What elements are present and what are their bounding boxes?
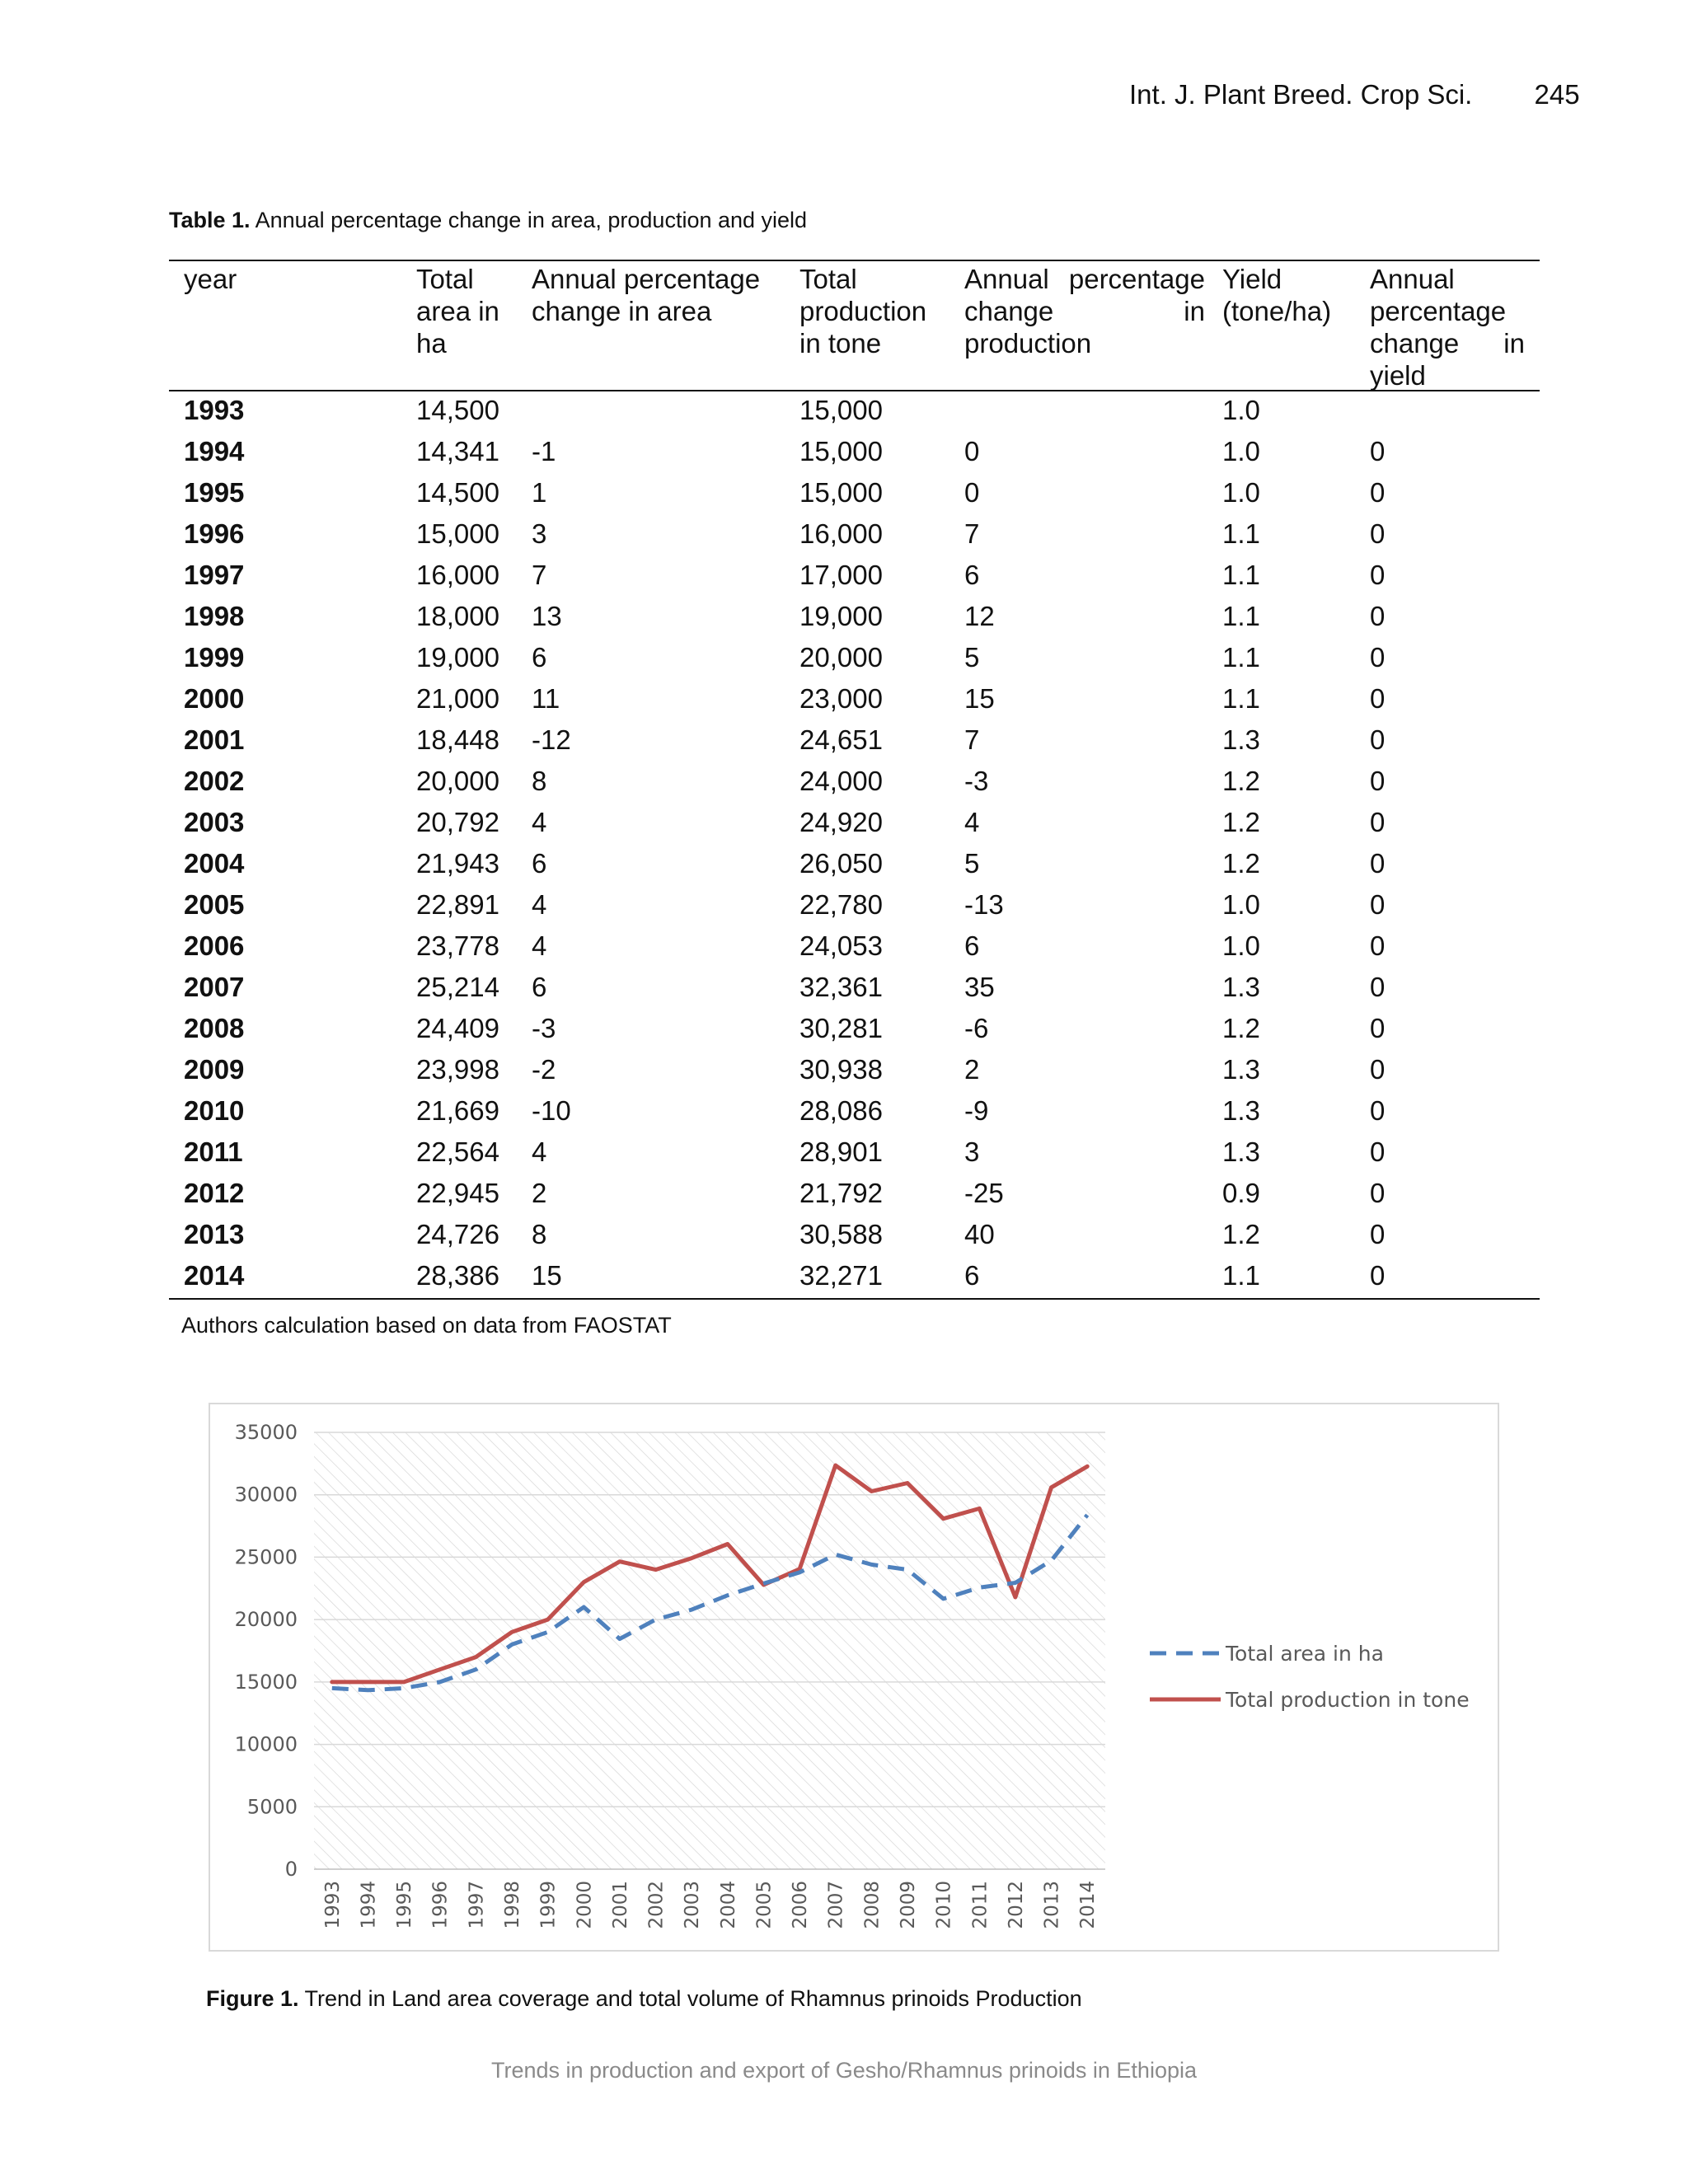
table-cell: 14,500 — [416, 477, 499, 508]
x-tick-label: 2010 — [933, 1881, 955, 1929]
table-cell: 20,792 — [416, 807, 499, 837]
row-year-cell: 1994 — [184, 436, 245, 466]
table-cell: 23,998 — [416, 1054, 499, 1085]
table-cell: 23,000 — [799, 683, 883, 714]
col-header-yield: Yield (tone/ha) — [1222, 264, 1332, 326]
table-cell: 1.2 — [1222, 1013, 1260, 1043]
table-cell: 0 — [1370, 642, 1386, 673]
table-caption — [169, 208, 807, 233]
journal-name: Int. J. Plant Breed. Crop Sci. — [1129, 79, 1473, 110]
row-year-cell: 2013 — [184, 1219, 245, 1249]
y-tick-label: 35000 — [234, 1421, 298, 1444]
table-row — [169, 762, 1540, 804]
table-cell: 1.0 — [1222, 436, 1260, 466]
table-cell: -10 — [532, 1095, 571, 1126]
y-tick-label: 30000 — [234, 1483, 298, 1507]
figure-caption-text: Trend in Land area coverage and total volume of Rhamnus prinoids Production — [304, 1986, 1082, 2011]
x-tick-label: 1994 — [358, 1881, 380, 1929]
table-cell: 6 — [964, 930, 980, 961]
table-cell: 20,000 — [416, 766, 499, 796]
table-cell: 15,000 — [799, 436, 883, 466]
page-number: 245 — [1534, 79, 1580, 110]
table-cell: -6 — [964, 1013, 989, 1043]
table-cell: 26,050 — [799, 848, 883, 879]
table-cell: 0 — [1370, 1260, 1386, 1291]
table-cell: 17,000 — [799, 560, 883, 590]
table-cell: 0 — [1370, 807, 1386, 837]
table-cell: 7 — [532, 560, 547, 590]
table-cell: 11 — [532, 683, 560, 714]
running-head — [1129, 79, 1580, 110]
table-cell: 30,938 — [799, 1054, 883, 1085]
row-year-cell: 2008 — [184, 1013, 245, 1043]
table-cell: 28,901 — [799, 1137, 883, 1167]
table-row — [169, 1010, 1540, 1051]
table-cell: 3 — [964, 1137, 980, 1167]
table-cell: 0 — [964, 477, 980, 508]
row-year-cell: 2000 — [184, 683, 245, 714]
table-cell: 7 — [964, 518, 980, 549]
table-row — [169, 639, 1540, 680]
table-body — [169, 391, 1540, 1298]
table-cell: 6 — [964, 1260, 980, 1291]
table-row — [169, 845, 1540, 886]
col-header-yield-change: Annual percentage change in yield — [1370, 264, 1525, 391]
table-cell: 18,000 — [416, 601, 499, 631]
table-cell: 21,792 — [799, 1178, 883, 1208]
table-cell: 24,920 — [799, 807, 883, 837]
table-cell: 35 — [964, 972, 995, 1002]
x-tick-label: 2004 — [717, 1881, 739, 1929]
y-tick-label: 5000 — [246, 1795, 298, 1819]
col-header-area: Total area in ha — [416, 264, 499, 359]
table-cell: 1.3 — [1222, 1137, 1260, 1167]
table-cell: 24,726 — [416, 1219, 499, 1249]
table-cell: 28,386 — [416, 1260, 499, 1291]
source-note: Authors calculation based on data from FAOSTAT — [181, 1313, 672, 1338]
table-cell: 25,214 — [416, 972, 499, 1002]
table-cell: 0 — [1370, 1178, 1386, 1208]
table-cell: 24,000 — [799, 766, 883, 796]
row-year-cell: 1999 — [184, 642, 245, 673]
row-year-cell: 2011 — [184, 1137, 243, 1167]
x-tick-label: 2006 — [790, 1881, 812, 1929]
table-row — [169, 968, 1540, 1010]
table-row — [169, 1092, 1540, 1133]
row-year-cell: 2003 — [184, 807, 245, 837]
table-cell: 1.3 — [1222, 1095, 1260, 1126]
table-header — [169, 261, 1540, 391]
table-cell: 0 — [1370, 930, 1386, 961]
table-cell: 0 — [964, 436, 980, 466]
table-cell: 13 — [532, 601, 562, 631]
row-year-cell: 2004 — [184, 848, 245, 879]
legend — [1150, 1642, 1470, 1712]
table-cell: 22,945 — [416, 1178, 499, 1208]
table-cell: 1.2 — [1222, 848, 1260, 879]
table-cell: -9 — [964, 1095, 989, 1126]
row-year-cell: 2001 — [184, 724, 245, 755]
table-cell: 40 — [964, 1219, 995, 1249]
table-cell: 15 — [532, 1260, 562, 1291]
table-cell: 1.1 — [1222, 601, 1260, 631]
table-cell: 24,651 — [799, 724, 883, 755]
table-cell: 1.3 — [1222, 972, 1260, 1002]
table-row — [169, 433, 1540, 474]
x-tick-label: 2002 — [645, 1881, 668, 1929]
table-row — [169, 1051, 1540, 1092]
table-cell: 21,669 — [416, 1095, 499, 1126]
table-row — [169, 1257, 1540, 1298]
table-row — [169, 886, 1540, 927]
table-cell: 20,000 — [799, 642, 883, 673]
table-cell: -2 — [532, 1054, 556, 1085]
table-cell: 0 — [1370, 477, 1386, 508]
plot-area — [314, 1432, 1105, 1869]
table-cell: 2 — [964, 1054, 980, 1085]
table-cell: 0 — [1370, 436, 1386, 466]
table-cell: 12 — [964, 601, 995, 631]
table-row — [169, 721, 1540, 762]
table-cell: 6 — [532, 972, 547, 1002]
table-cell: 22,780 — [799, 889, 883, 920]
table-cell: 0 — [1370, 1013, 1386, 1043]
table-row — [169, 598, 1540, 639]
table-cell: 3 — [532, 518, 547, 549]
table-cell: 7 — [964, 724, 980, 755]
row-year-cell: 2010 — [184, 1095, 245, 1126]
y-tick-label: 10000 — [234, 1732, 298, 1756]
row-year-cell: 2002 — [184, 766, 245, 796]
table-row — [169, 1174, 1540, 1216]
table-row — [169, 474, 1540, 515]
table-cell: 0 — [1370, 560, 1386, 590]
table-cell: 0 — [1370, 1054, 1386, 1085]
x-tick-label: 2005 — [753, 1881, 776, 1929]
table-cell: 22,891 — [416, 889, 499, 920]
table-cell: 0 — [1370, 848, 1386, 879]
table-cell: 24,053 — [799, 930, 883, 961]
table-cell: 32,271 — [799, 1260, 883, 1291]
table-row — [169, 1133, 1540, 1174]
table-cell: 1 — [532, 477, 547, 508]
x-tick-label: 2014 — [1077, 1881, 1100, 1929]
table-cell: 18,448 — [416, 724, 499, 755]
y-tick-label: 20000 — [234, 1608, 298, 1632]
row-year-cell: 2006 — [184, 930, 245, 961]
table-row — [169, 391, 1540, 433]
legend-label: Total area in ha — [1226, 1642, 1384, 1666]
table-cell: 1.1 — [1222, 518, 1260, 549]
table-cell: 1.1 — [1222, 1260, 1260, 1291]
chart-svg — [210, 1404, 1498, 1950]
table-cell: 0 — [1370, 1137, 1386, 1167]
table-cell: 14,341 — [416, 436, 499, 466]
table-cell: 19,000 — [799, 601, 883, 631]
table-row — [169, 556, 1540, 598]
table-cell: -25 — [964, 1178, 1004, 1208]
x-tick-label: 2007 — [825, 1881, 847, 1929]
table-cell: 0 — [1370, 1219, 1386, 1249]
table-cell: 14,500 — [416, 395, 499, 425]
table-cell: 1.2 — [1222, 766, 1260, 796]
table-cell: 4 — [532, 930, 547, 961]
table-row — [169, 804, 1540, 845]
table-cell: 0 — [1370, 683, 1386, 714]
x-tick-label: 2000 — [574, 1881, 596, 1929]
x-tick-label: 2001 — [609, 1881, 631, 1929]
table-cell: 15,000 — [416, 518, 499, 549]
table-cell: 32,361 — [799, 972, 883, 1002]
table-cell: 16,000 — [799, 518, 883, 549]
x-tick-label: 1995 — [394, 1881, 416, 1929]
table-cell: 8 — [532, 766, 547, 796]
table-cell: 1.1 — [1222, 560, 1260, 590]
table-row — [169, 927, 1540, 968]
table-cell: 4 — [532, 1137, 547, 1167]
y-tick-label: 15000 — [234, 1670, 298, 1694]
row-year-cell: 1997 — [184, 560, 245, 590]
row-year-cell: 1995 — [184, 477, 245, 508]
table-cell: 6 — [964, 560, 980, 590]
table-cell: 1.0 — [1222, 395, 1260, 425]
table-cell: 1.0 — [1222, 889, 1260, 920]
table-cell: 6 — [532, 848, 547, 879]
table-cell: 19,000 — [416, 642, 499, 673]
x-tick-label: 2011 — [969, 1881, 992, 1929]
table-cell: 23,778 — [416, 930, 499, 961]
row-year-cell: 1996 — [184, 518, 245, 549]
row-year-cell: 1998 — [184, 601, 245, 631]
y-tick-label: 0 — [284, 1858, 298, 1881]
table-cell: 1.3 — [1222, 724, 1260, 755]
table-cell: 4 — [532, 807, 547, 837]
table-cell: 24,409 — [416, 1013, 499, 1043]
table-cell: 30,588 — [799, 1219, 883, 1249]
x-tick-label: 1999 — [537, 1881, 560, 1929]
row-year-cell: 2005 — [184, 889, 245, 920]
col-header-year: year — [184, 264, 237, 294]
table-cell: 5 — [964, 848, 980, 879]
table-row — [169, 680, 1540, 721]
table-cell: 4 — [532, 889, 547, 920]
table-cell: 1.1 — [1222, 642, 1260, 673]
table-cell: 21,000 — [416, 683, 499, 714]
table-cell: 5 — [964, 642, 980, 673]
table-cell: 0 — [1370, 1095, 1386, 1126]
table-cell: 21,943 — [416, 848, 499, 879]
table-cell: -1 — [532, 436, 556, 466]
table-row — [169, 1216, 1540, 1257]
table-cell: 0 — [1370, 601, 1386, 631]
y-tick-label: 25000 — [234, 1545, 298, 1569]
x-tick-label: 2012 — [1005, 1881, 1027, 1929]
table-cell: 1.0 — [1222, 477, 1260, 508]
x-tick-label: 1997 — [466, 1881, 488, 1929]
table-cell: 0 — [1370, 724, 1386, 755]
table-cell: 30,281 — [799, 1013, 883, 1043]
table-cell: 6 — [532, 642, 547, 673]
table-cell: 0 — [1370, 889, 1386, 920]
table-cell: 1.1 — [1222, 683, 1260, 714]
table-cell: -12 — [532, 724, 571, 755]
table-cell: 15,000 — [799, 477, 883, 508]
x-tick-label: 1998 — [502, 1881, 523, 1929]
table-cell: 16,000 — [416, 560, 499, 590]
table-cell: 15 — [964, 683, 995, 714]
figure-caption — [206, 1986, 1082, 2012]
row-year-cell: 2007 — [184, 972, 245, 1002]
x-tick-label: 1996 — [429, 1881, 452, 1929]
row-year-cell: 2009 — [184, 1054, 245, 1085]
col-header-production-change: Annual percentage change in production — [964, 264, 1205, 359]
row-year-cell: 1993 — [184, 395, 245, 425]
row-year-cell: 2012 — [184, 1178, 245, 1208]
table-caption-label: Table 1. — [169, 208, 251, 232]
table-cell: -3 — [532, 1013, 556, 1043]
table-cell: 0 — [1370, 972, 1386, 1002]
row-year-cell: 2014 — [184, 1260, 245, 1291]
figure-caption-label: Figure 1. — [206, 1986, 299, 2011]
table-cell: 28,086 — [799, 1095, 883, 1126]
table-cell: 0.9 — [1222, 1178, 1260, 1208]
col-header-area-change: Annual percentage change in area — [532, 264, 761, 326]
table-cell: -13 — [964, 889, 1004, 920]
table-caption-text: Annual percentage change in area, production and yield — [255, 208, 808, 232]
table-cell: 0 — [1370, 518, 1386, 549]
table-cell: 1.2 — [1222, 1219, 1260, 1249]
table-row — [169, 515, 1540, 556]
page-footer: Trends in production and export of Gesho/Rhamnus prinoids in Ethiopia — [491, 2058, 1197, 2083]
table-cell: 2 — [532, 1178, 547, 1208]
table-cell: 0 — [1370, 766, 1386, 796]
data-table — [169, 260, 1540, 1300]
table-cell: 1.2 — [1222, 807, 1260, 837]
x-tick-label: 2003 — [682, 1881, 704, 1929]
x-axis-ticks — [322, 1881, 1099, 1929]
y-axis-ticks — [235, 1421, 298, 1881]
table-cell: 22,564 — [416, 1137, 499, 1167]
table-cell: 1.0 — [1222, 930, 1260, 961]
x-tick-label: 2013 — [1041, 1881, 1063, 1929]
x-tick-label: 2009 — [898, 1881, 919, 1929]
col-header-production: Total production in tone — [799, 264, 927, 359]
table-cell: 8 — [532, 1219, 547, 1249]
x-tick-label: 2008 — [861, 1881, 884, 1929]
legend-label: Total production in tone — [1226, 1688, 1470, 1712]
table-cell: 15,000 — [799, 395, 883, 425]
table-cell: 1.3 — [1222, 1054, 1260, 1085]
x-tick-label: 1993 — [321, 1881, 344, 1929]
table-cell: 4 — [964, 807, 980, 837]
table-cell: -3 — [964, 766, 989, 796]
line-chart — [209, 1403, 1499, 1952]
